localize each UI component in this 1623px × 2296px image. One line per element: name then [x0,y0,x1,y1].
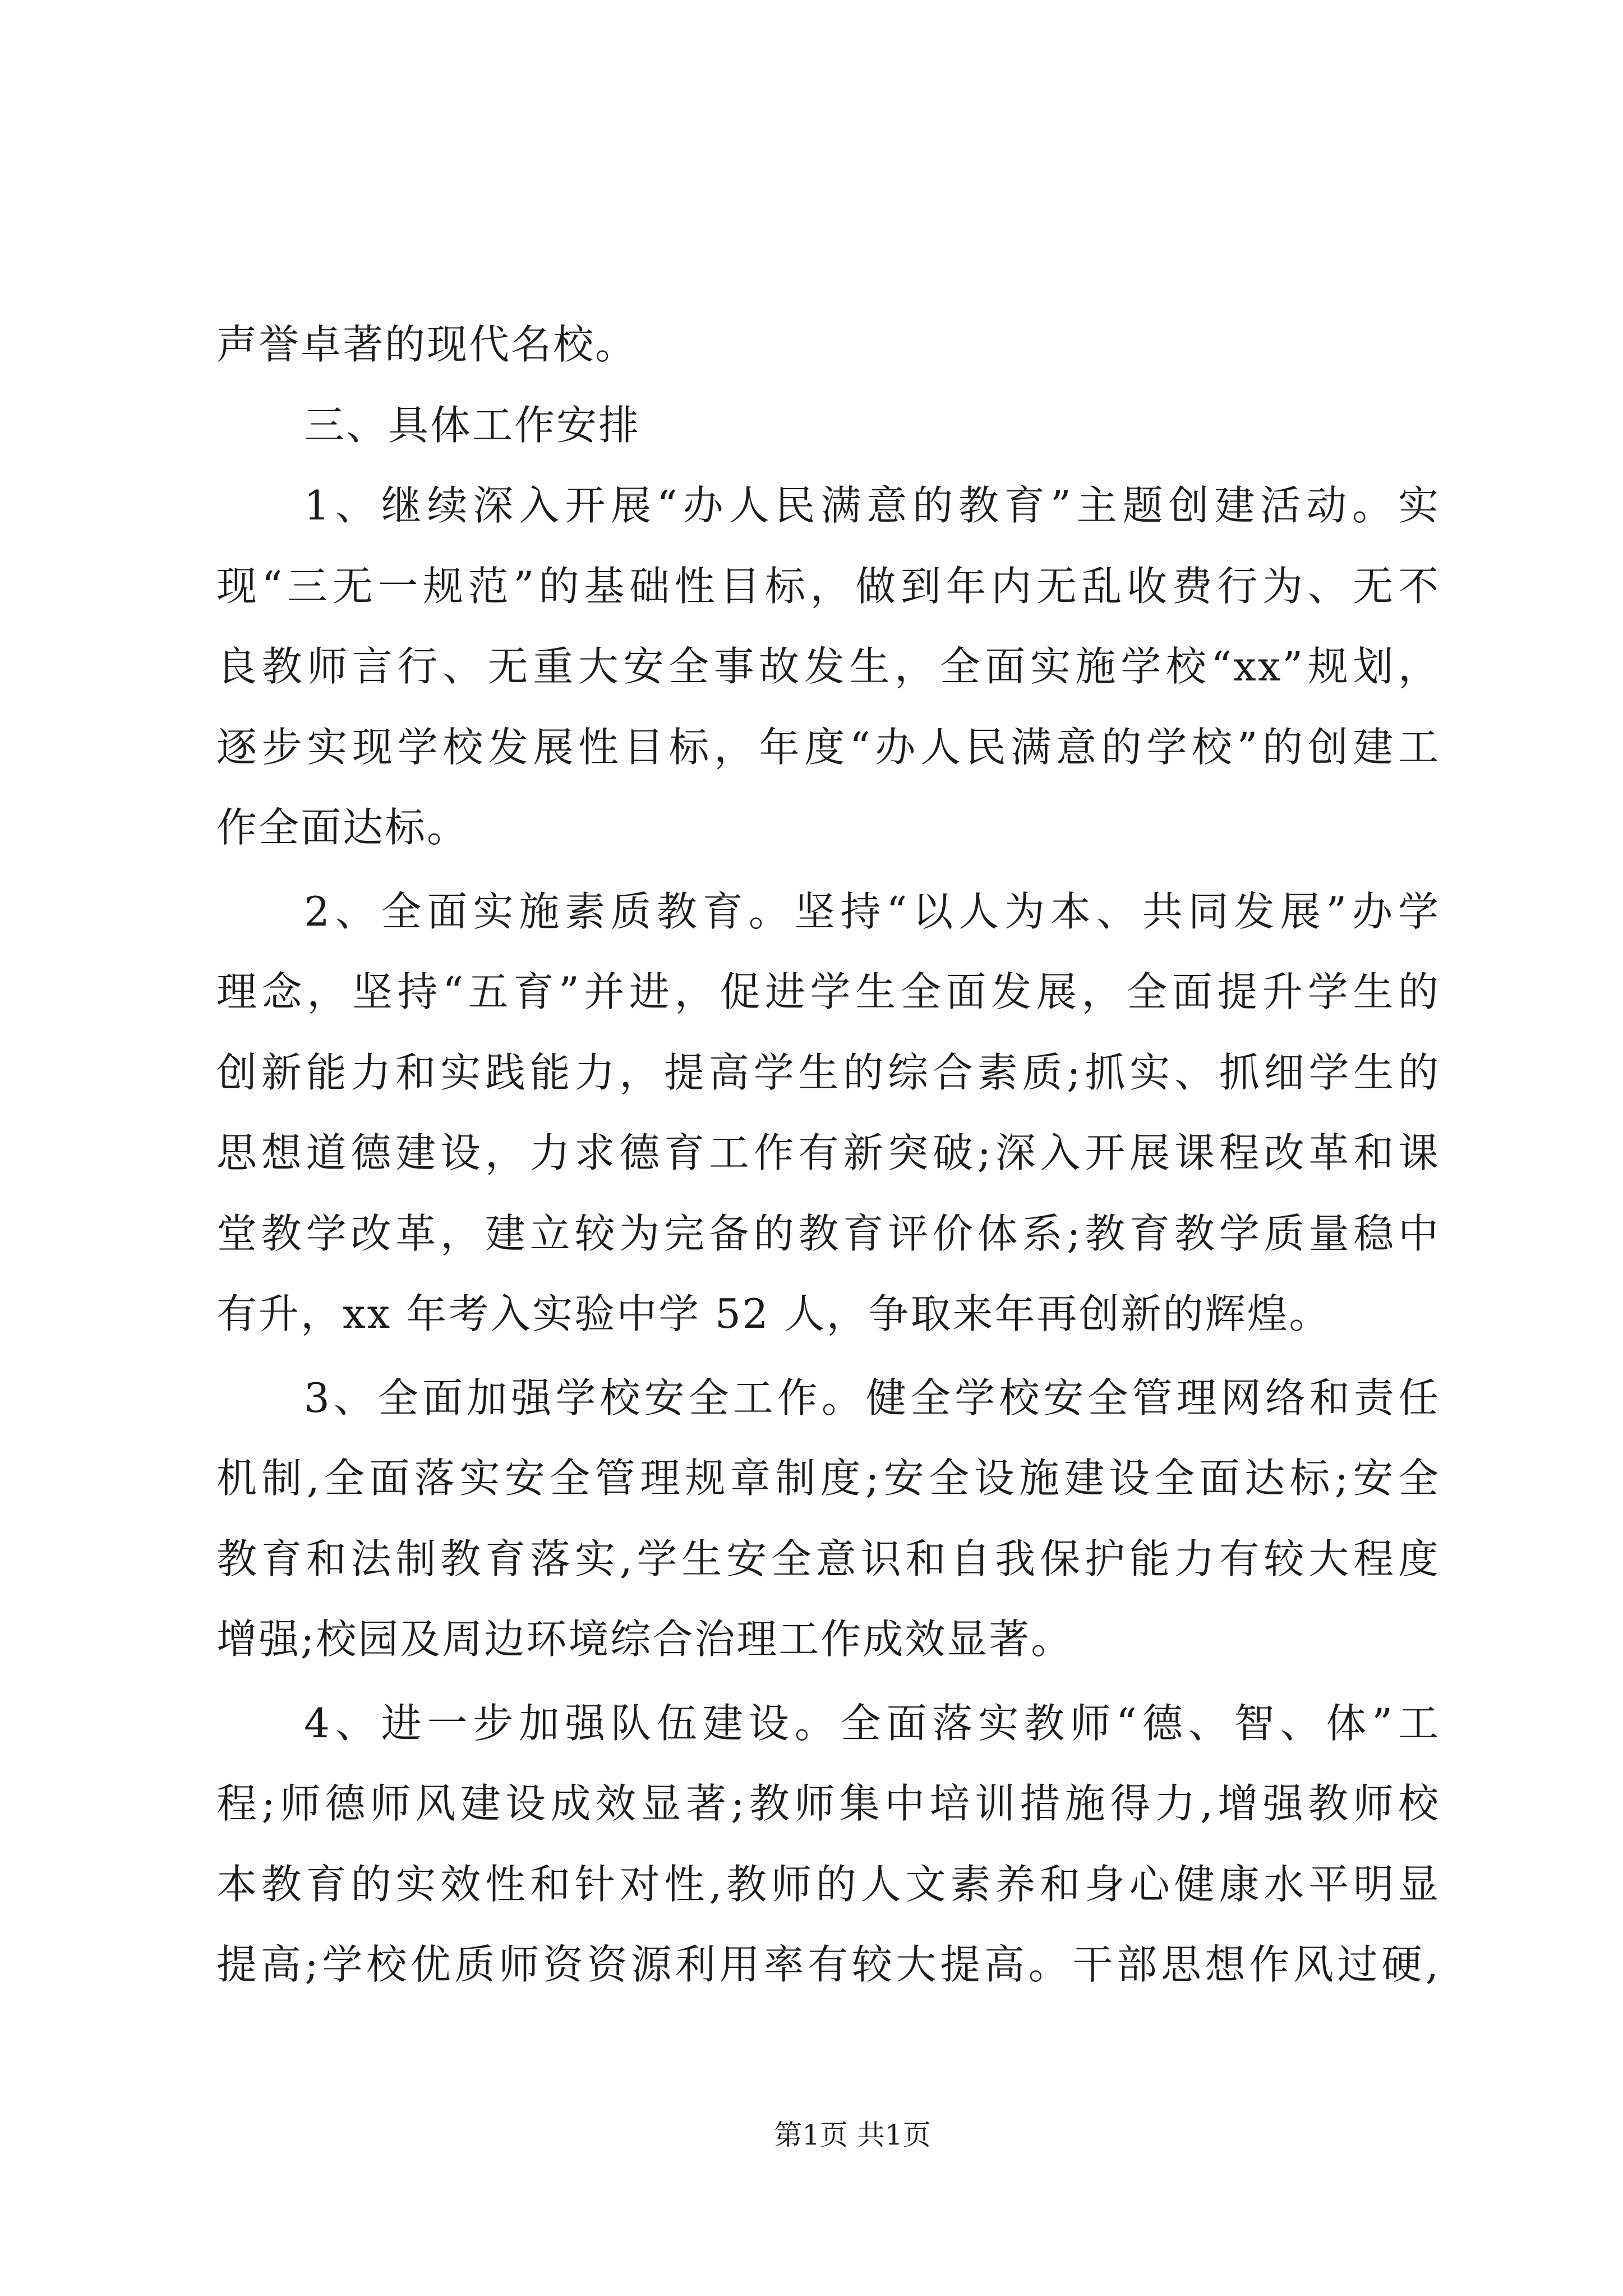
page-footer: 第1页 共1页 [774,2119,931,2151]
paragraph [216,466,1440,868]
text-line: 4、进一步加强队伍建设。全面落实教师“德、智、体”工 [304,1699,1440,1747]
text-line: 良教师言行、无重大安全事故发生，全面实施学校“xx”规划， [216,643,1440,690]
paragraph [216,872,1440,1355]
text-line: 提高;学校优质师资资源利用率有较大提高。干部思想作风过硬, [216,1941,1440,1988]
text-line: 1、继续深入开展“办人民满意的教育”主题创建活动。实 [304,482,1440,529]
text-line: 逐步实现学校发展性目标，年度“办人民满意的学校”的创建工 [216,723,1440,771]
text-line: 本教育的实效性和针对性,教师的人文素养和身心健康水平明显 [216,1860,1440,1908]
text-line: 有升，xx 年考入实验中学 52 人，争取来年再创新的辉煌。 [216,1290,1331,1337]
document-body [216,305,1440,2005]
paragraph [216,1358,1440,1680]
text-line: 机制,全面落实安全管理规章制度;安全设施建设全面达标;安全 [216,1455,1440,1502]
paragraph [216,1683,1440,2005]
text-line: 思想道德建设，力求德育工作有新突破;深入开展课程改革和课 [216,1129,1440,1176]
text-line: 教育和法制教育落实,学生安全意识和自我保护能力有较大程度 [216,1535,1440,1582]
section-heading-text: 三、具体工作安排 [304,401,641,449]
text-line: 2、全面实施素质教育。坚持“以人为本、共同发展”办学 [304,887,1440,935]
text-line: 程;师德师风建设成效显著;教师集中培训措施得力,增强教师校 [216,1780,1440,1827]
text-line: 堂教学改革，建立较为完备的教育评价体系;教育教学质量稳中 [216,1209,1440,1257]
text-line: 创新能力和实践能力，提高学生的综合素质;抓实、抓细学生的 [216,1048,1440,1096]
text-line: 增强;校园及周边环境综合治理工作成效显著。 [216,1616,1073,1663]
paragraph [216,305,1440,385]
text-line: 声誉卓著的现代名校。 [216,321,638,368]
text-line: 作全面达标。 [216,804,469,851]
text-line: 3、全面加强学校安全工作。健全学校安全管理网络和责任 [304,1374,1440,1421]
text-line: 现“三无一规范”的基础性目标，做到年内无乱收费行为、无不 [216,562,1440,610]
section-heading [216,385,1440,466]
text-line: 理念，坚持“五育”并进，促进学生全面发展，全面提升学生的 [216,968,1440,1015]
